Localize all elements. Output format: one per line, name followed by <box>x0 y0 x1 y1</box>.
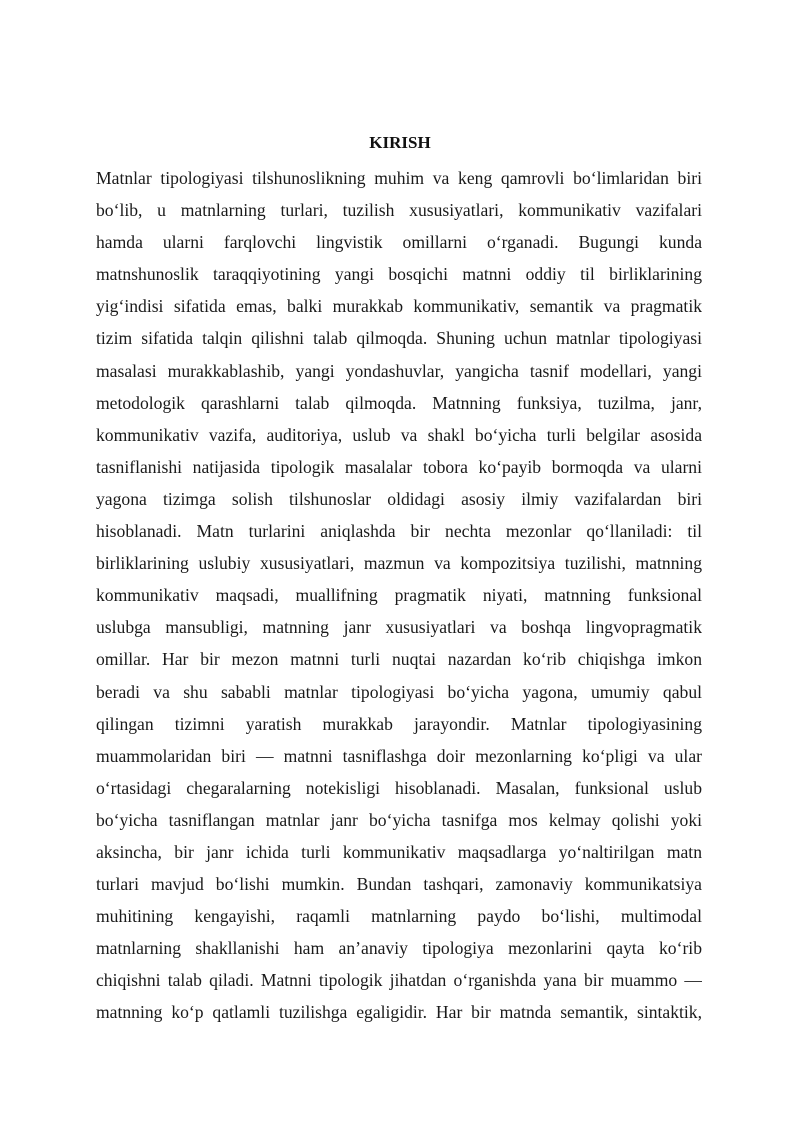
text-line: chiqishni talab qiladi. Matnni tipologik jihatdan o‘rganishda yana bir muammo — <box>96 970 702 991</box>
text-line: uslubga mansubligi, matnning janr xususiyatlari va boshqa lingvopragmatik <box>96 617 702 638</box>
text-line: beradi va shu sababli matnlar tipologiyasi bo‘yicha yagona, umumiy qabul <box>96 681 702 702</box>
text-line: tizim sifatida talqin qilishni talab qilmoqda. Shuning uchun matnlar tipologiyasi <box>96 328 702 349</box>
text-line: matnshunoslik taraqqiyotining yangi bosqichi matnni oddiy til birliklarining <box>96 264 702 285</box>
text-line: hamda ularni farqlovchi lingvistik omillarni o‘rganadi. Bugungi kunda <box>96 232 702 253</box>
text-line: masalasi murakkablashib, yangi yondashuvlar, yangicha tasnif modellari, yangi <box>96 360 702 381</box>
text-line: tasniflanishi natijasida tipologik masalalar tobora ko‘payib bormoqda va ularni <box>96 456 702 477</box>
text-line: muhitining kengayishi, raqamli matnlarning paydo bo‘lishi, multimodal <box>96 906 702 927</box>
text-line: bo‘yicha tasniflangan matnlar janr bo‘yicha tasnifga mos kelmay qolishi yoki <box>96 809 702 830</box>
text-line: Matnlar tipologiyasi tilshunoslikning muhim va keng qamrovli bo‘limlaridan biri <box>96 168 702 188</box>
text-line: omillar. Har bir mezon matnni turli nuqtai nazardan ko‘rib chiqishga imkon <box>96 649 702 670</box>
text-line: bo‘lib, u matnlarning turlari, tuzilish xususiyatlari, kommunikativ vazifalari <box>96 200 702 221</box>
text-line: kommunikativ vazifa, auditoriya, uslub va shakl bo‘yicha turli belgilar asosida <box>96 424 702 445</box>
text-line: metodologik qarashlarni talab qilmoqda. Matnning funksiya, tuzilma, janr, <box>96 392 702 413</box>
text-line: yig‘indisi sifatida emas, balki murakkab kommunikativ, semantik va pragmatik <box>96 296 702 317</box>
text-line: matnning ko‘p qatlamli tuzilishga egaligidir. Har bir matnda semantik, sintaktik, <box>96 1002 702 1023</box>
text-line: matnlarning shakllanishi ham an’anaviy tipologiya mezonlarini qayta ko‘rib <box>96 938 702 959</box>
text-line: qilingan tizimni yaratish murakkab jarayondir. Matnlar tipologiyasining <box>96 713 702 734</box>
text-line: turlari mavjud bo‘lishi mumkin. Bundan tashqari, zamonaviy kommunikatsiya <box>96 874 702 895</box>
text-line: hisoblanadi. Matn turlarini aniqlashda bir nechta mezonlar qo‘llaniladi: til <box>96 521 702 542</box>
text-line: muammolaridan biri — matnni tasniflashga doir mezonlarning ko‘pligi va ular <box>96 745 702 766</box>
section-heading: KIRISH <box>369 133 431 152</box>
text-line: aksincha, bir janr ichida turli kommunikativ maqsadlarga yo‘naltirilgan matn <box>96 841 702 862</box>
text-line: o‘rtasidagi chegaralarning notekisligi hisoblanadi. Masalan, funksional uslub <box>96 777 702 798</box>
text-line: yagona tizimga solish tilshunoslar oldidagi asosiy ilmiy vazifalardan biri <box>96 488 702 509</box>
text-line: birliklarining uslubiy xususiyatlari, mazmun va kompozitsiya tuzilishi, matnning <box>96 553 702 574</box>
body-paragraph <box>96 162 702 1029</box>
text-line: kommunikativ maqsadi, muallifning pragmatik niyati, matnning funksional <box>96 585 702 606</box>
